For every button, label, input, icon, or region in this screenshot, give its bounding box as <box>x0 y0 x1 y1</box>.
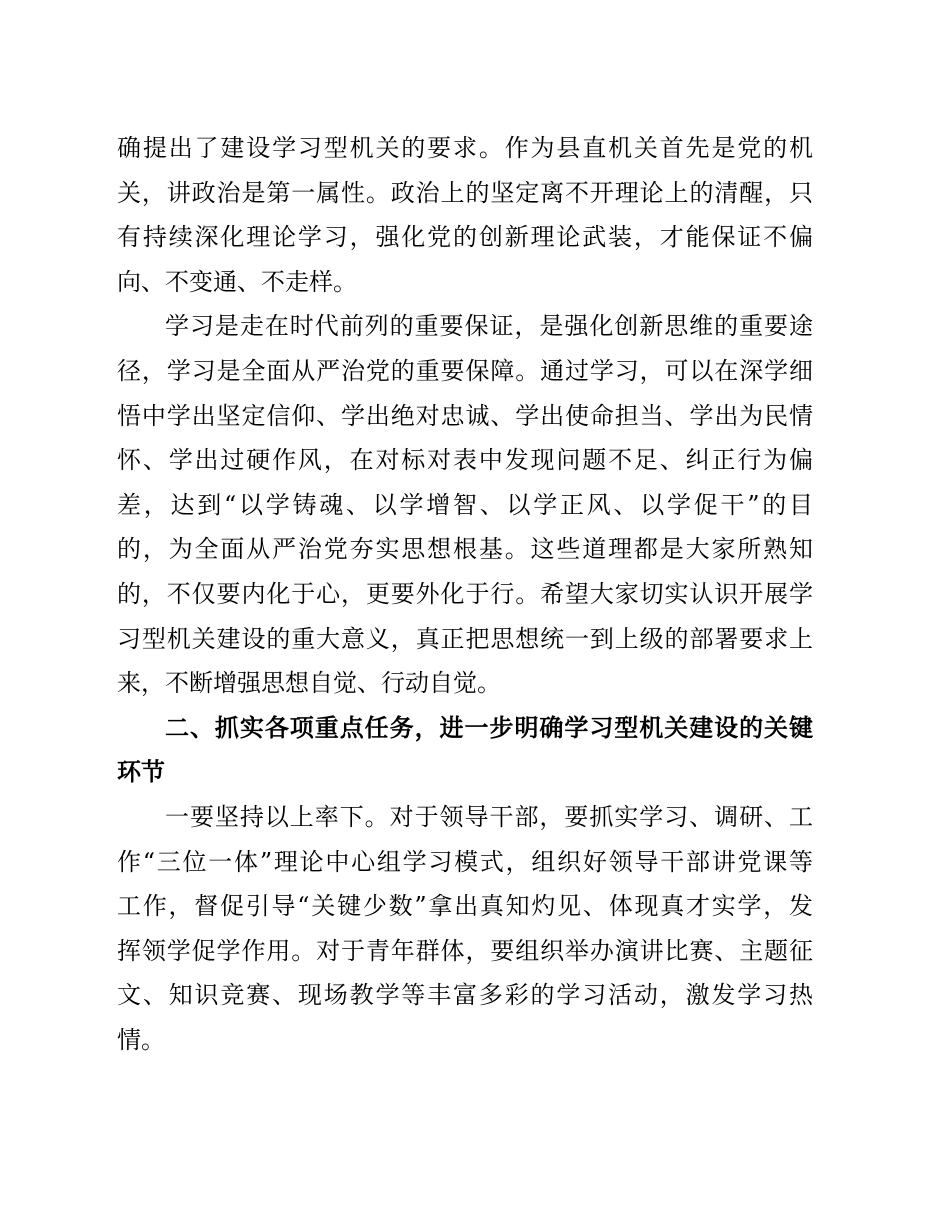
text-line: 关，讲政治是第一属性。政治上的坚定离不开理论上的清醒，只 <box>117 178 813 207</box>
text-line: 情。 <box>117 1025 165 1054</box>
heading-line: 环节 <box>117 758 165 787</box>
paragraph-2 <box>117 304 813 705</box>
text-line: 学习是走在时代前列的重要保证，是强化创新思维的重要途 <box>165 312 813 341</box>
text-line: 挥领学促学作用。对于青年群体，要组织举办演讲比赛、主题征 <box>117 936 813 965</box>
text-line: 差，达到“以学铸魂、以学增智、以学正风、以学促干”的目 <box>117 490 813 519</box>
text-line: 向、不变通、不走样。 <box>117 267 357 296</box>
section-heading <box>117 706 813 795</box>
paragraph-3 <box>117 795 813 1063</box>
text-line: 来，不断增强思想自觉、行动自觉。 <box>117 669 501 698</box>
text-line: 作“三位一体”理论中心组学习模式，组织好领导干部讲党课等 <box>117 847 813 876</box>
text-line: 径，学习是全面从严治党的重要保障。通过学习，可以在深学细 <box>117 356 813 385</box>
text-line: 的，为全面从严治党夯实思想根基。这些道理都是大家所熟知 <box>117 535 813 564</box>
text-line: 一要坚持以上率下。对于领导干部，要抓实学习、调研、工 <box>165 802 813 831</box>
text-line: 习型机关建设的重大意义，真正把思想统一到上级的部署要求上 <box>117 624 813 653</box>
text-line: 文、知识竞赛、现场教学等丰富多彩的学习活动，激发学习热 <box>117 981 813 1010</box>
text-line: 的，不仅要内化于心，更要外化于行。希望大家切实认识开展学 <box>117 579 813 608</box>
document-body <box>117 126 813 1062</box>
text-line: 工作，督促引导“关键少数”拿出真知灼见、体现真才实学，发 <box>117 892 813 921</box>
heading-line: 二、抓实各项重点任务，进一步明确学习型机关建设的关键 <box>165 713 813 742</box>
paragraph-1 <box>117 126 813 304</box>
text-line: 悟中学出坚定信仰、学出绝对忠诚、学出使命担当、学出为民情 <box>117 401 813 430</box>
text-line: 确提出了建设学习型机关的要求。作为县直机关首先是党的机 <box>117 134 813 162</box>
text-line: 有持续深化理论学习，强化党的创新理论武装，才能保证不偏 <box>117 223 813 252</box>
text-line: 怀、学出过硬作风，在对标对表中发现问题不足、纠正行为偏 <box>117 446 813 475</box>
